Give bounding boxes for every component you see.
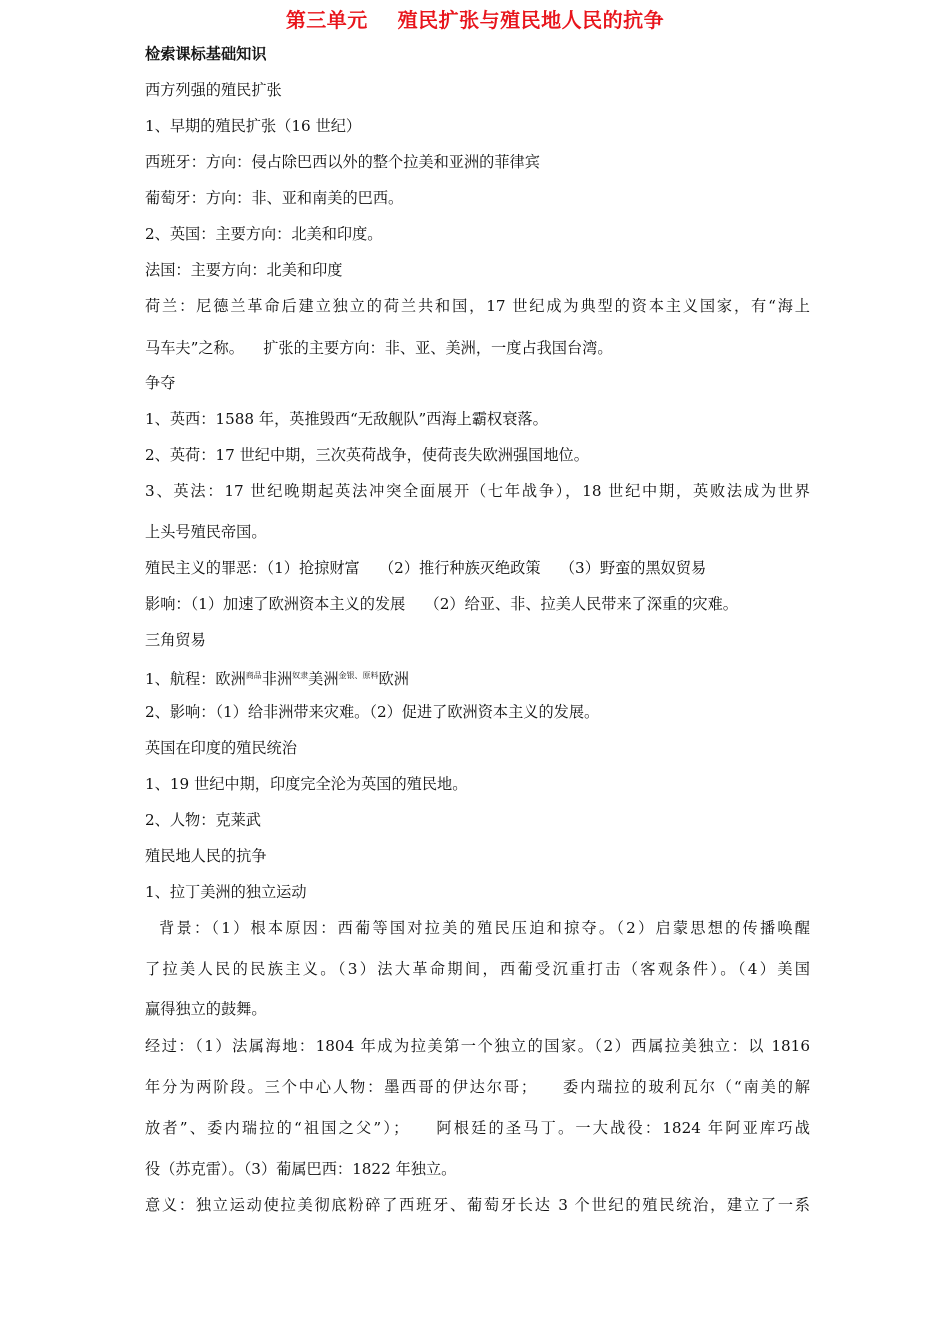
text-line: 争夺 bbox=[145, 374, 176, 392]
section-heading: 检索课标基础知识 bbox=[145, 45, 267, 63]
route-stop: 非洲 bbox=[261, 670, 293, 688]
text-line: 英国在印度的殖民统治 bbox=[145, 739, 297, 757]
text-line: 西方列强的殖民扩张 bbox=[145, 81, 282, 99]
text-line: 1、英西：1588 年，英推毁西“无敌舰队”西海上霸权衰落。 bbox=[145, 410, 548, 428]
route-stop: 美洲 bbox=[308, 670, 339, 688]
text-line: 1、19 世纪中期，印度完全沦为英国的殖民地。 bbox=[145, 775, 468, 793]
text-line: 影响：（1）加速了欧洲资本主义的发展 （2）给亚、非、拉美人民带来了深重的灾难。 bbox=[145, 595, 738, 613]
text-line: 1、拉丁美洲的独立运动 bbox=[145, 883, 307, 901]
route-stop: 欧洲 bbox=[378, 670, 409, 688]
text-line: 役（苏克雷）。（3）葡属巴西：1822 年独立。 bbox=[145, 1160, 457, 1178]
text-line: 年分为两阶段。三个中心人物：墨西哥的伊达尔哥； 委内瑞拉的玻利瓦尔（“南美的解 bbox=[145, 1078, 810, 1096]
text-line: 荷兰：尼德兰革命后建立独立的荷兰共和国，17 世纪成为典型的资本主义国家，有“海上 bbox=[145, 297, 810, 315]
route-prefix: 1、航程：欧洲 bbox=[145, 670, 246, 688]
page-title: 第三单元 殖民扩张与殖民地人民的抗争 bbox=[285, 8, 665, 32]
route-goods-label: 奴隶 bbox=[292, 671, 309, 680]
text-line: 殖民地人民的抗争 bbox=[145, 847, 267, 865]
route-goods-label: 商品 bbox=[245, 671, 262, 680]
text-line: 殖民主义的罪恶：（1）抢掠财富 （2）推行种族灭绝政策 （3）野蛮的黑奴贸易 bbox=[145, 559, 707, 577]
trade-route-line bbox=[145, 666, 810, 689]
text-line: 背景：（1）根本原因：西葡等国对拉美的殖民压迫和掠夺。（2）启蒙思想的传播唤醒 bbox=[145, 919, 810, 937]
text-line: 3、英法：17 世纪晚期起英法冲突全面展开（七年战争），18 世纪中期，英败法成为世界 bbox=[145, 482, 810, 500]
text-line: 赢得独立的鼓舞。 bbox=[145, 1000, 267, 1018]
text-line: 1、早期的殖民扩张（16 世纪） bbox=[145, 117, 362, 135]
text-line: 了拉美人民的民族主义。（3）法大革命期间，西葡受沉重打击（客观条件）。（4）美国 bbox=[145, 960, 810, 978]
route-goods-label: 金银、原料 bbox=[338, 671, 379, 680]
text-line: 西班牙：方向：侵占除巴西以外的整个拉美和亚洲的菲律宾 bbox=[145, 153, 540, 171]
text-line: 2、影响：（1）给非洲带来灾难。（2）促进了欧洲资本主义的发展。 bbox=[145, 703, 600, 721]
text-line: 法国：主要方向：北美和印度 bbox=[145, 261, 343, 279]
text-line: 2、人物：克莱武 bbox=[145, 811, 261, 829]
text-line: 三角贸易 bbox=[145, 631, 206, 649]
text-line: 2、英国：主要方向：北美和印度。 bbox=[145, 225, 383, 243]
text-line: 放者”、委内瑞拉的“祖国之父”）； 阿根廷的圣马丁。一大战役：1824 年阿亚库巧战 bbox=[145, 1119, 810, 1137]
text-line: 经过：（1）法属海地：1804 年成为拉美第一个独立的国家。（2）西属拉美独立：以 1816 bbox=[145, 1037, 810, 1055]
text-line: 马车夫”之称。 扩张的主要方向：非、亚、美洲，一度占我国台湾。 bbox=[145, 339, 613, 357]
text-line: 葡萄牙：方向：非、亚和南美的巴西。 bbox=[145, 189, 404, 207]
text-line: 意义：独立运动使拉美彻底粉碎了西班牙、葡萄牙长达 3 个世纪的殖民统治，建立了一系 bbox=[145, 1196, 810, 1214]
text-line: 2、英荷：17 世纪中期，三次英荷战争，使荷丧失欧洲强国地位。 bbox=[145, 446, 589, 464]
text-line: 上头号殖民帝国。 bbox=[145, 523, 267, 541]
